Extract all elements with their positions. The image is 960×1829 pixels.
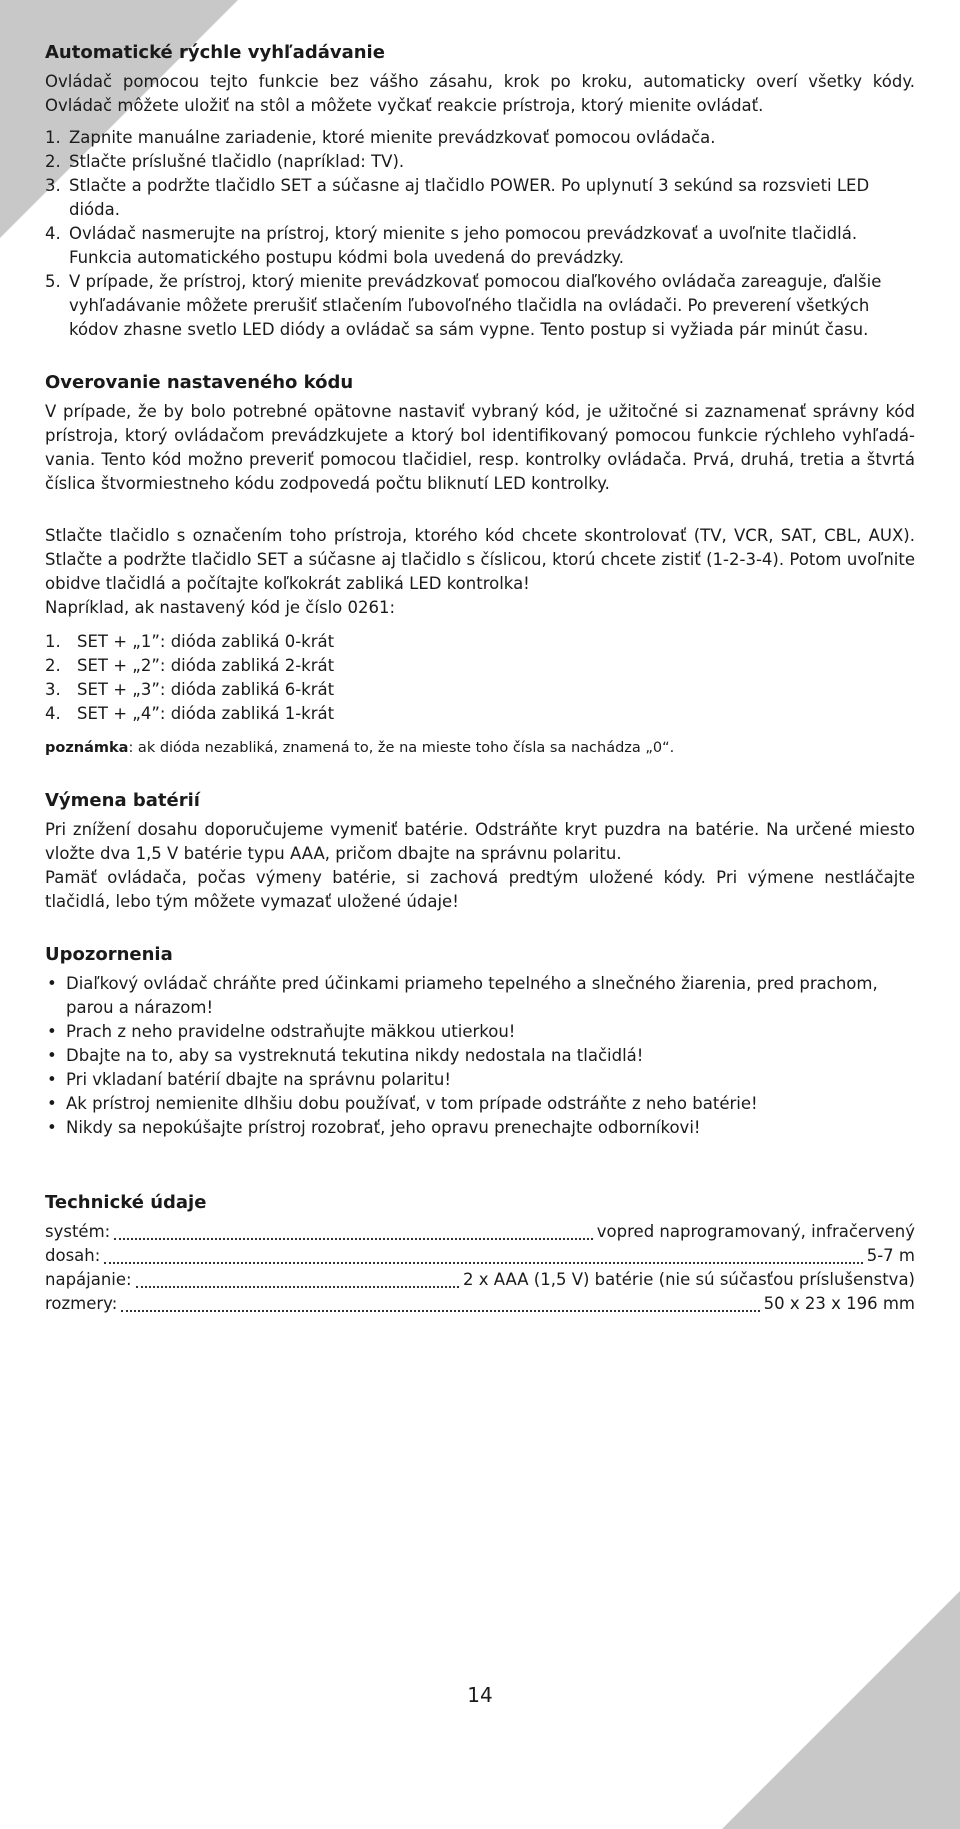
page-number: 14 xyxy=(467,1683,493,1707)
section-battery-replacement xyxy=(45,788,915,914)
list-item: • Dbajte na to, aby sa vystreknutá tekutina nikdy nedostala na tlačidlá! xyxy=(45,1044,915,1068)
corner-decoration-bottom-right xyxy=(722,1591,960,1829)
paragraph: Stlačte tlačidlo s označením toho prístroja, ktorého kód chcete skontrolovať (TV, VCR, SAT, CBL, AUX). Stlačte a podržte tlačidlo SET a súčasne aj tlačidlo s číslicou, ktorú chcete zistiť (1-2-3-4). Potom uvoľnite obidve tlačidlá a počítajte koľkokrát zabliká LED kontrolka! xyxy=(45,526,915,593)
bullet-icon: • xyxy=(47,1094,57,1113)
examples-list xyxy=(45,630,915,726)
spec-label: rozmery: xyxy=(45,1294,118,1313)
section-title: Overovanie nastaveného kódu xyxy=(45,372,354,393)
bullet-icon: • xyxy=(47,1046,57,1065)
section-title: Výmena batérií xyxy=(45,790,200,811)
dot-leader xyxy=(136,1272,459,1288)
paragraph: Pamäť ovládača, počas výmeny batérie, si zachová predtým uložené kódy. Pri výmene nestláčajte tlačidlá, lebo tým môžete vymazať uložené údaje! xyxy=(45,868,915,911)
spec-label: systém: xyxy=(45,1222,111,1241)
section-technical-data xyxy=(45,1190,915,1316)
bullet-icon: • xyxy=(47,1022,57,1041)
section-title: Upozornenia xyxy=(45,944,173,965)
list-item: 1. Zapnite manuálne zariadenie, ktoré mienite prevádzkovať pomocou ovládača. xyxy=(45,128,716,147)
list-item: • Diaľkový ovládač chráňte pred účinkami priameho tepelného a slnečného žiarenia, pred prachom, parou a nárazom! xyxy=(47,974,878,1017)
spec-value: 5-7 m xyxy=(866,1246,915,1265)
bullet-icon: • xyxy=(47,974,57,993)
spec-value: vopred naprogramovaný, infračervený xyxy=(596,1222,915,1241)
spec-row xyxy=(45,1292,915,1316)
list-item: 5. V prípade, že prístroj, ktorý mienite prevádzkovať pomocou diaľkového ovládača zareaguje, ďalšie vyhľadávanie môžete prerušiť stlačením ľubovoľného tlačidla na ovládači. Po preverení všetkých kódov zhasne svetlo LED diódy a ovládač sa sám vypne. Tento postup si vyžiada pár minút času. xyxy=(45,272,882,339)
list-item: 4. Ovládač nasmerujte na prístroj, ktorý mienite s jeho pomocou prevádzkovať a uvoľnite tlačidlá. Funkcia automatického postupu kódmi bola uvedená do prevádzky. xyxy=(45,224,858,267)
list-item: 3. SET + „3”: dióda zabliká 6-krát xyxy=(45,680,335,699)
section-title: Automatické rýchle vyhľadávanie xyxy=(45,42,385,63)
section-auto-search xyxy=(45,40,915,342)
list-item: 2. Stlačte príslušné tlačidlo (napríklad: TV). xyxy=(45,152,405,171)
list-item: 4. SET + „4”: dióda zabliká 1-krát xyxy=(45,704,335,723)
list-item: • Pri vkladaní batérií dbajte na správnu polaritu! xyxy=(45,1068,915,1092)
list-item: • Prach z neho pravidelne odstraňujte mäkkou utierkou! xyxy=(45,1020,915,1044)
list-item: 2. SET + „2”: dióda zabliká 2-krát xyxy=(45,656,335,675)
bullet-icon: • xyxy=(47,1070,57,1089)
list-item: 1. SET + „1”: dióda zabliká 0-krát xyxy=(45,632,335,651)
paragraph: Pri znížení dosahu doporučujeme vymeniť batérie. Odstráňte kryt puzdra na batérie. Na určené miesto vložte dva 1,5 V batérie typu AAA, pričom dbajte na správnu polaritu. xyxy=(45,820,915,863)
bullet-icon: • xyxy=(47,1118,57,1137)
section-code-check xyxy=(45,370,915,760)
manual-page-content xyxy=(45,40,915,1344)
spec-row xyxy=(45,1268,915,1292)
dot-leader xyxy=(114,1224,593,1240)
paragraph: V prípade, že by bolo potrebné opätovne nastaviť vybraný kód, je užitočné si zaznamenať správny kód prístroja, ktorý ovládačom prevádzkujete a ktorý bol identifikovaný pomocou funkcie rýchleho vyhľadá-vania. Tento kód možno preveriť pomocou tlačidiel, resp. kontrolky ovládača. Prvá, druhá, tretia a štvrtá číslica štvormiestneho kódu zodpovedá počtu bliknutí LED kontrolky. xyxy=(45,402,915,493)
dot-leader xyxy=(104,1248,862,1264)
list-item: • Nikdy sa nepokúšajte prístroj rozobrať, jeho opravu prenechajte odborníkovi! xyxy=(45,1116,915,1140)
list-item: 3. Stlačte a podržte tlačidlo SET a súčasne aj tlačidlo POWER. Po uplynutí 3 sekúnd sa rozsvieti LED dióda. xyxy=(45,176,870,219)
spec-value: 2 x AAA (1,5 V) batérie (nie sú súčasťou príslušenstva) xyxy=(463,1270,915,1289)
dot-leader xyxy=(121,1296,759,1312)
section-title: Technické údaje xyxy=(45,1192,207,1213)
note-text: : ak dióda nezabliká, znamená to, že na mieste toho čísla sa nachádza „0“. xyxy=(128,740,675,756)
steps-list xyxy=(45,126,915,342)
spec-row xyxy=(45,1220,915,1244)
note-label: poznámka xyxy=(45,740,129,756)
note xyxy=(45,736,915,760)
spec-row xyxy=(45,1244,915,1268)
spec-label: dosah: xyxy=(45,1246,101,1265)
section-warnings xyxy=(45,942,915,1140)
paragraph: Napríklad, ak nastavený kód je číslo 0261: xyxy=(45,598,396,617)
list-item: • Ak prístroj nemienite dlhšiu dobu používať, v tom prípade odstráňte z neho batérie! xyxy=(45,1092,915,1116)
spec-value: 50 x 23 x 196 mm xyxy=(763,1294,915,1313)
spec-label: napájanie: xyxy=(45,1270,132,1289)
warnings-list xyxy=(45,972,915,1140)
section-intro: Ovládač pomocou tejto funkcie bez vášho zásahu, krok po kroku, automaticky overí všetky kódy. Ovládač môžete uložiť na stôl a môžete vyčkať reakcie prístroja, ktorý mienite ovládať. xyxy=(45,72,915,115)
